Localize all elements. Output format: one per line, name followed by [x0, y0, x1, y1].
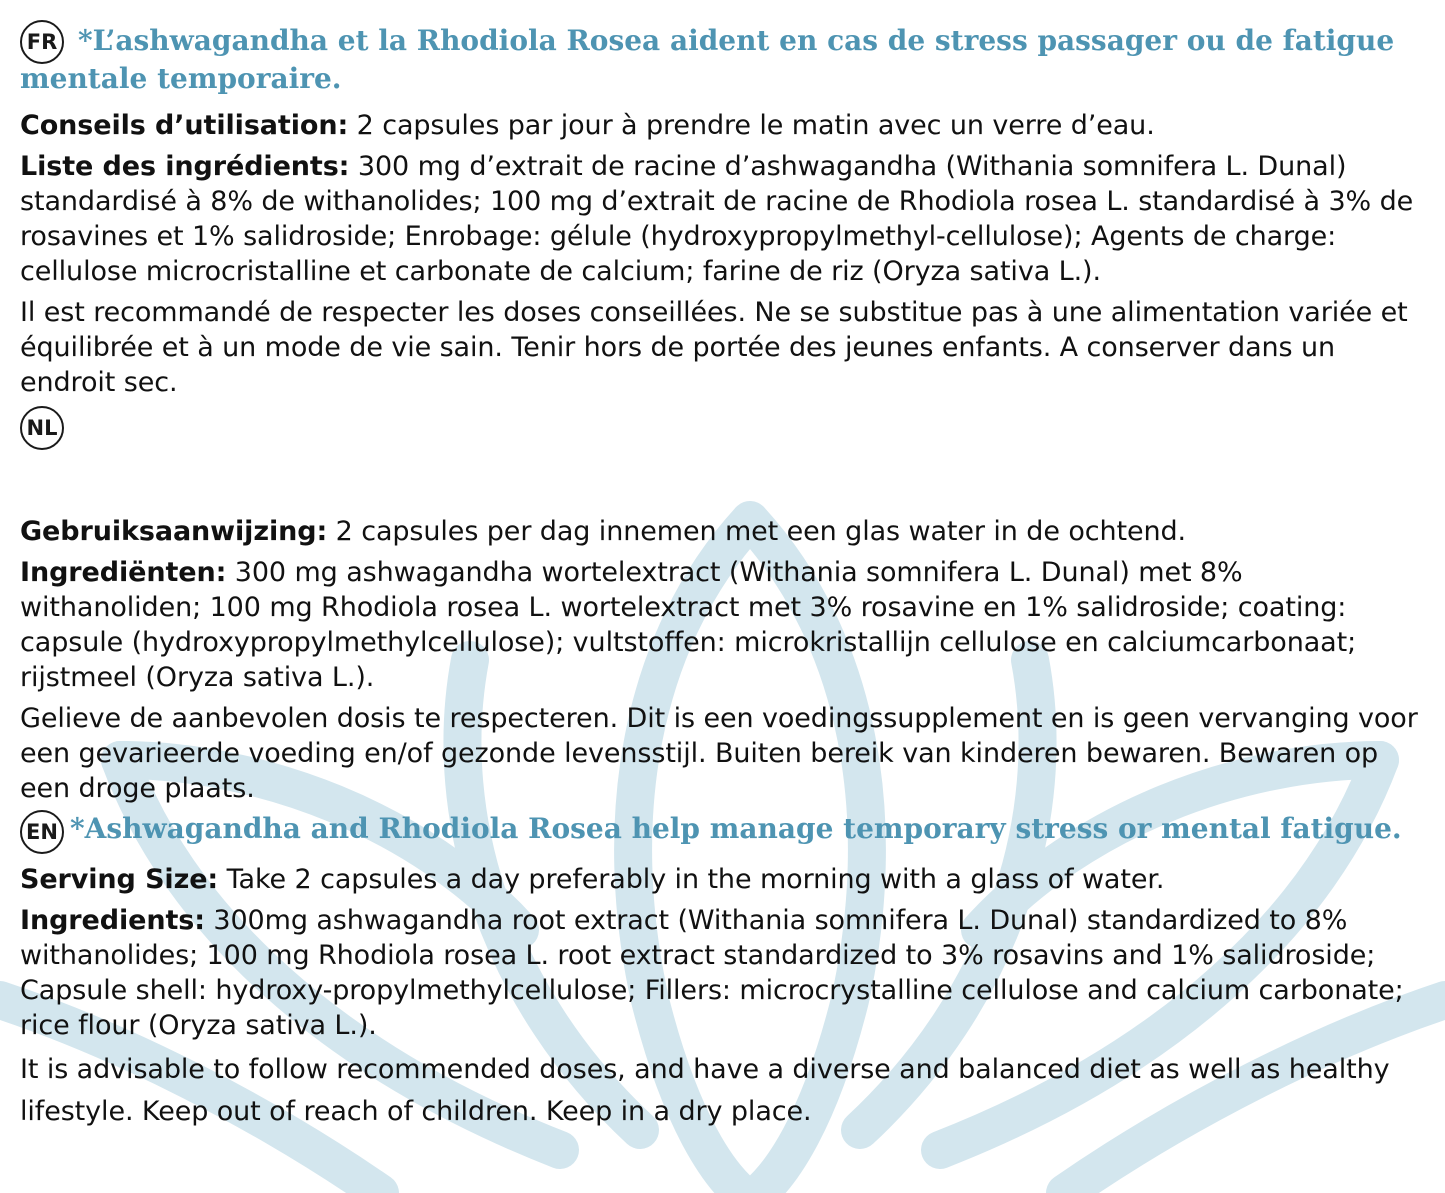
nl-spacer: [20, 450, 1425, 508]
en-usage: [20, 862, 1425, 897]
nl-language-badge: NL: [20, 406, 64, 450]
en-usage-label: Serving Size:: [20, 864, 219, 895]
en-ingredients: [20, 903, 1425, 1043]
fr-ingredients-label: Liste des ingrédients:: [20, 151, 350, 182]
nl-ingredients-text: 300 mg ashwagandha wortelextract (Withania somnifera L. Dunal) met 8% withanoliden; 100 mg Rhodiola rosea L. wortelextract met 3% rosavine en 1% salidroside; coating: capsule (hydroxypropylmethylcellulose); vultstoffen: microkristallijn cellulose en calciumcarbonaat; rijstmeel (Oryza sativa L.).: [20, 557, 1357, 693]
fr-warning: Il est recommandé de respecter les doses conseillées. Ne se substitue pas à une alimentation variée et équilibrée et à un mode de vie sain. Tenir hors de portée des jeunes enfants. A conserver dans un endroit sec.: [20, 297, 1408, 398]
en-header: [20, 810, 1425, 854]
section-fr: [20, 22, 1425, 400]
en-health-claim: *Ashwagandha and Rhodiola Rosea help manage temporary stress or mental fatigue.: [70, 812, 1402, 845]
nl-ingredients: [20, 555, 1425, 695]
nl-warning: Gelieve de aanbevolen dosis te respecteren. Dit is een voedingssupplement en is geen vervanging voor een gevarieerde voeding en/of gezonde levensstijl. Buiten bereik van kinderen bewaren. Bewaren op een droge plaats.: [20, 703, 1418, 804]
fr-language-badge: FR: [20, 20, 64, 64]
label-text-block: [20, 22, 1425, 1133]
en-usage-text: Take 2 capsules a day preferably in the morning with a glass of water.: [218, 864, 1165, 895]
fr-ingredients-text: 300 mg d’extrait de racine d’ashwagandha (Withania somnifera L. Dunal) standardisé à 8% de withanolides; 100 mg d’extrait de racine de Rhodiola rosea L. standardisé à 3% de rosavines et 1% salidroside; Enrobage: gélule (hydroxypropylmethyl-cellulose); Agents de charge: cellulose microcristalline et carbonate de calcium; farine de riz (Oryza sativa L.).: [20, 151, 1414, 287]
nl-usage-label: Gebruiksaanwijzing:: [20, 516, 328, 547]
en-warning: It is advisable to follow recommended doses, and have a diverse and balanced diet as well as healthy lifestyle. Keep out of reach of children. Keep in a dry place.: [20, 1054, 1390, 1127]
en-ingredients-text: 300mg ashwagandha root extract (Withania somnifera L. Dunal) standardized to 8% withanolides; 100 mg Rhodiola rosea L. root extract standardized to 3% rosavins and 1% salidroside; Capsule shell: hydroxy-propylmethylcellulose; Fillers: microcrystalline cellulose and calcium carbonate; rice flour (Oryza sativa L.).: [20, 905, 1404, 1041]
fr-ingredients: [20, 149, 1425, 289]
fr-usage: [20, 108, 1425, 143]
fr-usage-text: 2 capsules par jour à prendre le matin avec un verre d’eau.: [348, 110, 1155, 141]
en-language-badge: EN: [20, 810, 64, 854]
section-nl: [20, 406, 1425, 806]
section-en: [20, 810, 1425, 1133]
nl-ingredients-label: Ingrediënten:: [20, 557, 227, 588]
fr-health-claim: *L’ashwagandha et la Rhodiola Rosea aident en cas de stress passager ou de fatigue mentale temporaire.: [20, 24, 1395, 95]
nl-usage-text: 2 capsules per dag innemen met een glas water in de ochtend.: [327, 516, 1187, 547]
nl-usage: [20, 514, 1425, 549]
fr-usage-label: Conseils d’utilisation:: [20, 110, 349, 141]
fr-header: [20, 22, 1425, 98]
en-ingredients-label: Ingredients:: [20, 905, 205, 936]
